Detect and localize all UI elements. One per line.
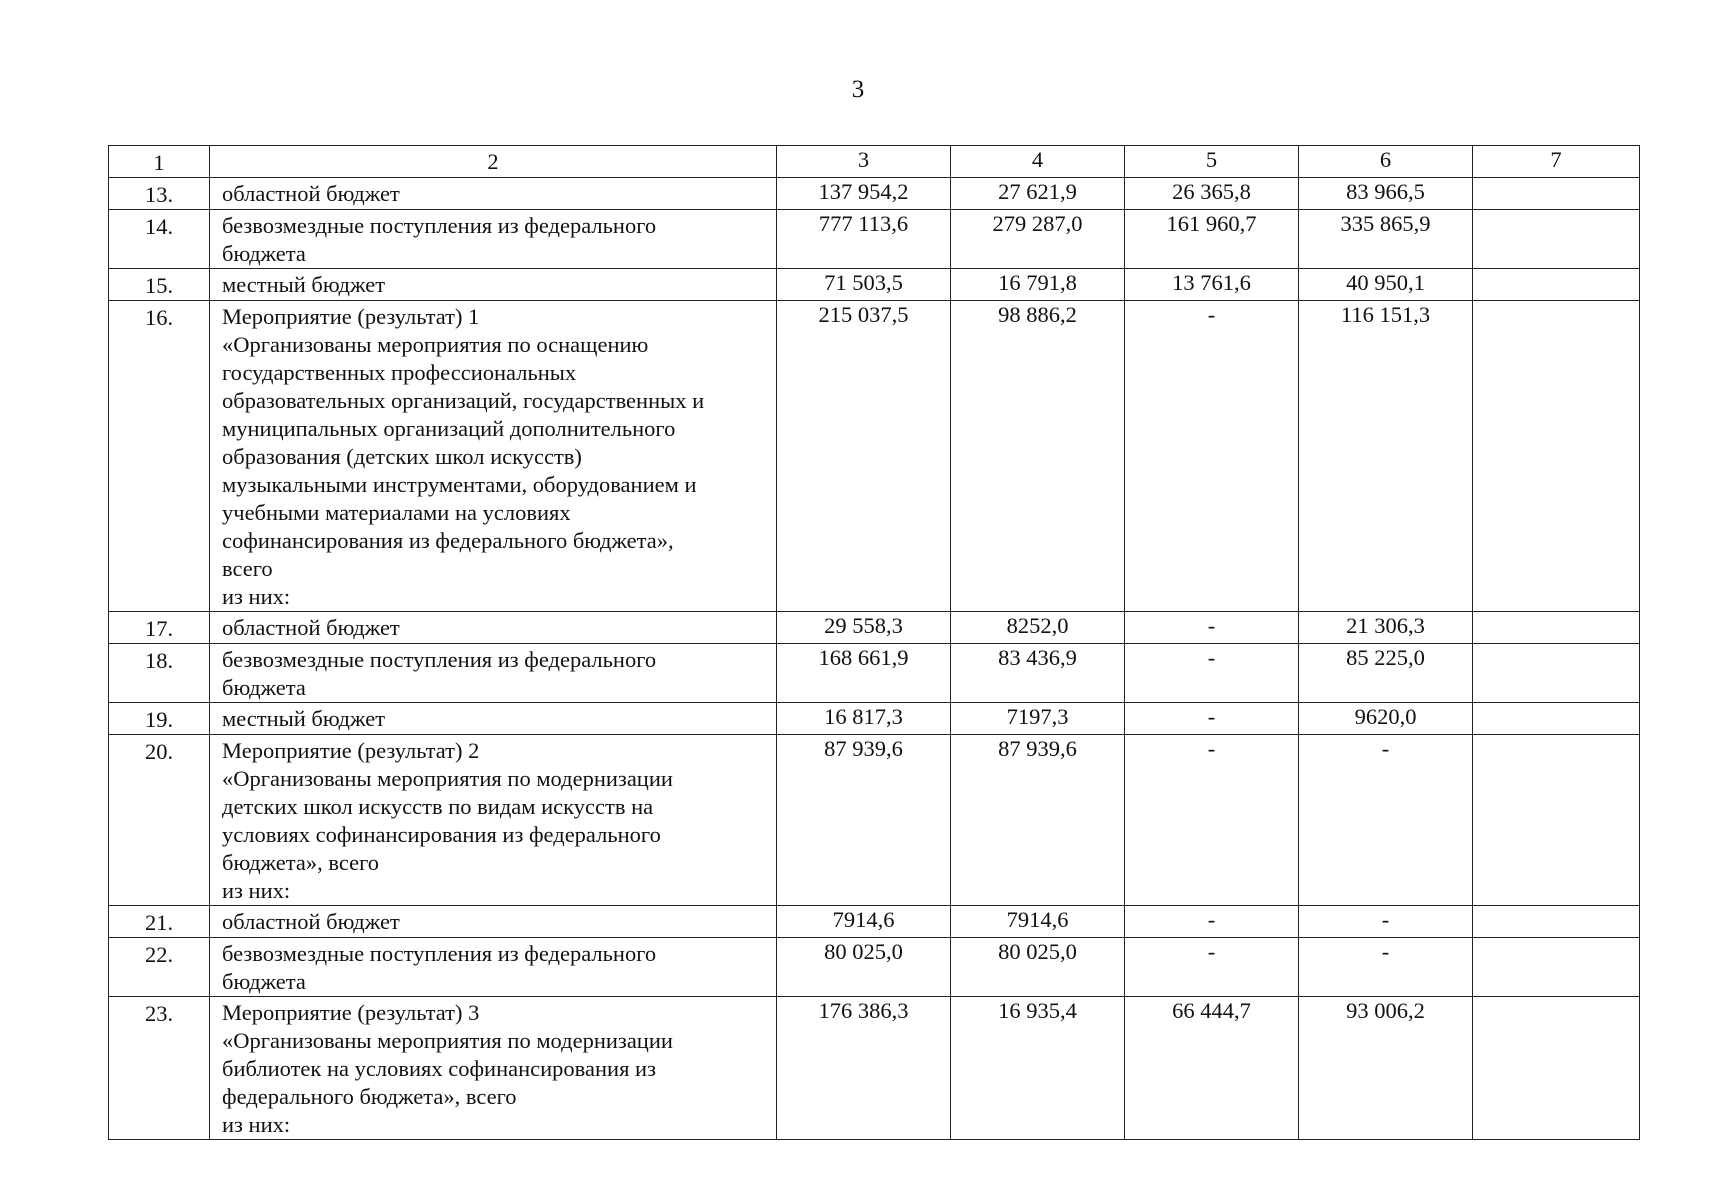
row-number: 16. — [109, 301, 210, 612]
description-line: библиотек на условиях софинансирования из — [222, 1056, 656, 1081]
value-col-4: 7197,3 — [951, 703, 1125, 735]
value-col-4: 98 886,2 — [951, 301, 1125, 612]
value-col-7 — [1473, 997, 1640, 1140]
value-col-3: 777 113,6 — [777, 210, 951, 269]
description-line: Мероприятие (результат) 3 — [222, 1000, 480, 1025]
value-col-5: - — [1125, 703, 1299, 735]
value-col-7 — [1473, 210, 1640, 269]
description-line: областной бюджет — [222, 615, 400, 640]
value-col-7 — [1473, 301, 1640, 612]
description-line: из них: — [222, 584, 291, 609]
value-col-4: 279 287,0 — [951, 210, 1125, 269]
row-description — [210, 906, 777, 938]
row-number: 23. — [109, 997, 210, 1140]
value-col-6: 9620,0 — [1299, 703, 1473, 735]
value-col-4: 16 791,8 — [951, 269, 1125, 301]
table-row — [109, 735, 1640, 906]
value-col-6: 40 950,1 — [1299, 269, 1473, 301]
value-col-5: - — [1125, 301, 1299, 612]
value-col-6: 21 306,3 — [1299, 612, 1473, 644]
table-row — [109, 644, 1640, 703]
row-number: 17. — [109, 612, 210, 644]
table-row — [109, 997, 1640, 1140]
column-header: 6 — [1299, 146, 1473, 178]
row-number: 19. — [109, 703, 210, 735]
page-number: 3 — [851, 76, 865, 103]
description-line: местный бюджет — [222, 272, 386, 297]
value-col-5: 13 761,6 — [1125, 269, 1299, 301]
row-description — [210, 210, 777, 269]
description-line: «Организованы мероприятия по модернизации — [222, 1028, 673, 1053]
description-line: бюджета — [222, 969, 306, 994]
column-header: 3 — [777, 146, 951, 178]
row-description — [210, 301, 777, 612]
value-col-5: - — [1125, 938, 1299, 997]
value-col-5: 26 365,8 — [1125, 178, 1299, 210]
value-col-3: 71 503,5 — [777, 269, 951, 301]
description-line: безвозмездные поступления из федерального — [222, 213, 657, 238]
value-col-7 — [1473, 612, 1640, 644]
value-col-7 — [1473, 269, 1640, 301]
value-col-4: 83 436,9 — [951, 644, 1125, 703]
row-number: 15. — [109, 269, 210, 301]
row-description — [210, 997, 777, 1140]
description-line: из них: — [222, 878, 291, 903]
value-col-7 — [1473, 735, 1640, 906]
row-description — [210, 178, 777, 210]
value-col-6: - — [1299, 735, 1473, 906]
description-line: бюджета — [222, 241, 306, 266]
description-line: «Организованы мероприятия по оснащению — [222, 332, 649, 357]
value-col-4: 8252,0 — [951, 612, 1125, 644]
value-col-6: 93 006,2 — [1299, 997, 1473, 1140]
description-line: из них: — [222, 1112, 291, 1137]
description-line: муниципальных организаций дополнительного — [222, 416, 676, 441]
row-description — [210, 269, 777, 301]
column-header: 4 — [951, 146, 1125, 178]
row-description — [210, 612, 777, 644]
value-col-3: 176 386,3 — [777, 997, 951, 1140]
value-col-7 — [1473, 178, 1640, 210]
value-col-3: 29 558,3 — [777, 612, 951, 644]
table-row — [109, 301, 1640, 612]
value-col-5: 161 960,7 — [1125, 210, 1299, 269]
table-row — [109, 938, 1640, 997]
budget-table — [108, 145, 1640, 1140]
value-col-3: 215 037,5 — [777, 301, 951, 612]
value-col-3: 87 939,6 — [777, 735, 951, 906]
column-header: 2 — [210, 146, 777, 178]
description-line: бюджета», всего — [222, 850, 380, 875]
column-header: 7 — [1473, 146, 1640, 178]
value-col-4: 87 939,6 — [951, 735, 1125, 906]
table-header-row — [109, 146, 1640, 178]
value-col-7 — [1473, 703, 1640, 735]
row-description — [210, 703, 777, 735]
value-col-3: 7914,6 — [777, 906, 951, 938]
row-number: 22. — [109, 938, 210, 997]
table-row — [109, 612, 1640, 644]
description-line: софинансирования из федерального бюджета», — [222, 528, 674, 553]
column-header: 1 — [109, 146, 210, 178]
description-line: Мероприятие (результат) 2 — [222, 738, 480, 763]
table-row — [109, 269, 1640, 301]
description-line: музыкальными инструментами, оборудованием и — [222, 472, 697, 497]
value-col-4: 7914,6 — [951, 906, 1125, 938]
description-line: федерального бюджета», всего — [222, 1084, 517, 1109]
table-row — [109, 703, 1640, 735]
row-number: 13. — [109, 178, 210, 210]
value-col-7 — [1473, 938, 1640, 997]
value-col-4: 27 621,9 — [951, 178, 1125, 210]
value-col-5: - — [1125, 612, 1299, 644]
column-header: 5 — [1125, 146, 1299, 178]
value-col-6: 83 966,5 — [1299, 178, 1473, 210]
value-col-5: - — [1125, 644, 1299, 703]
value-col-7 — [1473, 644, 1640, 703]
description-line: областной бюджет — [222, 181, 400, 206]
description-line: местный бюджет — [222, 706, 386, 731]
description-line: «Организованы мероприятия по модернизации — [222, 766, 673, 791]
description-line: учебными материалами на условиях — [222, 500, 571, 525]
table-row — [109, 906, 1640, 938]
value-col-6: 116 151,3 — [1299, 301, 1473, 612]
row-description — [210, 644, 777, 703]
value-col-3: 168 661,9 — [777, 644, 951, 703]
description-line: государственных профессиональных — [222, 360, 577, 385]
value-col-6: 335 865,9 — [1299, 210, 1473, 269]
description-line: областной бюджет — [222, 909, 400, 934]
row-number: 20. — [109, 735, 210, 906]
value-col-5: 66 444,7 — [1125, 997, 1299, 1140]
value-col-5: - — [1125, 735, 1299, 906]
table-row — [109, 210, 1640, 269]
description-line: безвозмездные поступления из федерального — [222, 647, 657, 672]
description-line: безвозмездные поступления из федерального — [222, 941, 657, 966]
description-line: условиях софинансирования из федерального — [222, 822, 661, 847]
value-col-4: 80 025,0 — [951, 938, 1125, 997]
value-col-4: 16 935,4 — [951, 997, 1125, 1140]
value-col-3: 137 954,2 — [777, 178, 951, 210]
value-col-7 — [1473, 906, 1640, 938]
value-col-6: - — [1299, 906, 1473, 938]
row-number: 21. — [109, 906, 210, 938]
table-row — [109, 178, 1640, 210]
row-number: 18. — [109, 644, 210, 703]
description-line: образовательных организаций, государственных и — [222, 388, 705, 413]
description-line: бюджета — [222, 675, 306, 700]
description-line: детских школ искусств по видам искусств на — [222, 794, 654, 819]
row-description — [210, 938, 777, 997]
value-col-6: 85 225,0 — [1299, 644, 1473, 703]
description-line: образования (детских школ искусств) — [222, 444, 582, 469]
value-col-3: 80 025,0 — [777, 938, 951, 997]
value-col-6: - — [1299, 938, 1473, 997]
value-col-5: - — [1125, 906, 1299, 938]
description-line: всего — [222, 556, 273, 581]
value-col-3: 16 817,3 — [777, 703, 951, 735]
row-number: 14. — [109, 210, 210, 269]
description-line: Мероприятие (результат) 1 — [222, 304, 480, 329]
row-description — [210, 735, 777, 906]
